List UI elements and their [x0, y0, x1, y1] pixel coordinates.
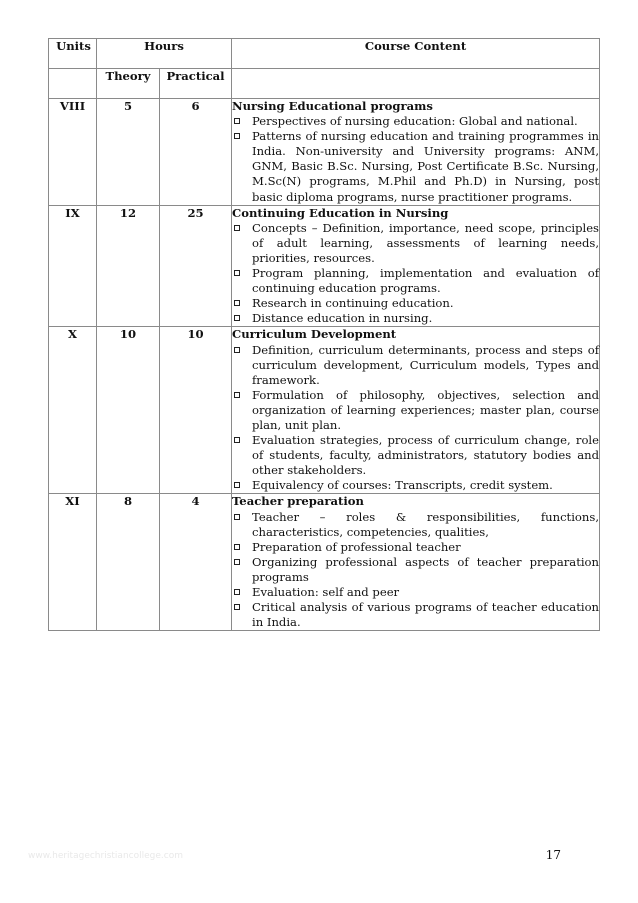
list-item-text: Definition, curriculum determinants, process and steps of curriculum development, Curriculum models, Types and framework.: [252, 342, 600, 387]
list-item: [232, 266, 599, 296]
list-item-text: Formulation of philosophy, objectives, selection and organization of learning experiences; master plan, course plan, unit plan.: [252, 387, 600, 432]
unit-cell: VIII: [49, 99, 97, 206]
checkbox-bullet-icon: [234, 270, 240, 276]
list-item: [232, 555, 599, 585]
checkbox-bullet-icon: [234, 482, 240, 488]
checkbox-bullet-icon: [234, 300, 240, 306]
theory-hours-cell: 8: [97, 494, 160, 631]
topic-title: Curriculum Development: [232, 327, 397, 342]
checkbox-bullet-icon: [234, 225, 240, 231]
subheader-blank-content: [232, 69, 600, 99]
subheader-row: [49, 69, 600, 99]
list-item-text: Program planning, implementation and evaluation of continuing education programs.: [252, 266, 600, 296]
topic-points-list: [232, 114, 599, 205]
checkbox-bullet-icon: [234, 559, 240, 565]
topic-title: Continuing Education in Nursing: [232, 205, 449, 220]
list-item-text: Research in continuing education.: [252, 296, 454, 311]
list-item-text: Preparation of professional teacher: [252, 539, 461, 554]
list-item: [232, 600, 599, 630]
header-row: [49, 39, 600, 69]
header-course-content: Course Content: [232, 39, 600, 69]
topic-points-list: [232, 343, 599, 494]
subheader-blank: [49, 69, 97, 99]
checkbox-bullet-icon: [234, 133, 240, 139]
list-item: [232, 221, 599, 266]
checkbox-bullet-icon: [234, 514, 240, 520]
watermark-text: www.heritagechristiancollege.com: [28, 851, 183, 861]
course-content-cell: [232, 205, 600, 327]
course-content-cell: [232, 99, 600, 206]
topic-points-list: [232, 510, 599, 631]
list-item-text: Critical analysis of various programs of teacher education in India.: [252, 600, 600, 630]
practical-hours-cell: 6: [160, 99, 232, 206]
header-hours: Hours: [97, 39, 232, 69]
list-item-text: Teacher – roles & responsibilities, functions, characteristics, competencies, qualities,: [252, 509, 600, 539]
list-item: [232, 296, 599, 311]
list-item-text: Perspectives of nursing education: Global and national.: [252, 114, 578, 129]
list-item-text: Evaluation: self and peer: [252, 585, 400, 599]
theory-hours-cell: 12: [97, 205, 160, 327]
page-number: 17: [545, 848, 561, 862]
practical-hours-cell: 25: [160, 205, 232, 327]
syllabus-table: [48, 38, 600, 631]
topic-title: Teacher preparation: [232, 494, 364, 509]
practical-hours-cell: 4: [160, 494, 232, 631]
unit-cell: X: [49, 327, 97, 494]
list-item: [232, 311, 599, 326]
list-item-text: Distance education in nursing.: [252, 311, 433, 326]
checkbox-bullet-icon: [234, 589, 240, 595]
theory-hours-cell: 10: [97, 327, 160, 494]
table-row: [49, 205, 600, 327]
list-item: [232, 433, 599, 478]
checkbox-bullet-icon: [234, 604, 240, 610]
list-item: [232, 129, 599, 204]
checkbox-bullet-icon: [234, 118, 240, 124]
list-item: [232, 343, 599, 388]
list-item-text: Patterns of nursing education and training programmes in India. Non-university and University programs: ANM, GNM, Basic B.Sc. Nursing, Post Certificate B.Sc. Nursing, M.Sc(N) programs, M.Phil and Ph.D) in Nursing, post basic diploma programs, nurse practitioner programs.: [252, 129, 600, 204]
header-theory: Theory: [97, 69, 160, 99]
list-item-text: Organizing professional aspects of teacher preparation programs: [252, 554, 600, 584]
topic-title: Nursing Educational programs: [232, 99, 433, 113]
list-item: [232, 585, 599, 600]
course-content-cell: [232, 327, 600, 494]
list-item-text: Equivalency of courses: Transcripts, credit system.: [252, 478, 553, 493]
unit-cell: XI: [49, 494, 97, 631]
list-item: [232, 540, 599, 555]
header-units: Units: [49, 39, 97, 69]
list-item-text: Evaluation strategies, process of curriculum change, role of students, faculty, administrators, statutory bodies and other stakeholders.: [252, 433, 600, 478]
list-item: [232, 114, 599, 129]
unit-cell: IX: [49, 205, 97, 327]
table-row: [49, 494, 600, 631]
topic-points-list: [232, 221, 599, 327]
checkbox-bullet-icon: [234, 392, 240, 398]
list-item: [232, 510, 599, 540]
table-row: [49, 327, 600, 494]
practical-hours-cell: 10: [160, 327, 232, 494]
checkbox-bullet-icon: [234, 347, 240, 353]
checkbox-bullet-icon: [234, 315, 240, 321]
theory-hours-cell: 5: [97, 99, 160, 206]
list-item: [232, 388, 599, 433]
list-item-text: Concepts – Definition, importance, need scope, principles of adult learning, assessments of learning needs, priorities, resources.: [252, 220, 600, 265]
header-practical: Practical: [160, 69, 232, 99]
course-content-cell: [232, 494, 600, 631]
list-item: [232, 478, 599, 493]
table-row: [49, 99, 600, 206]
checkbox-bullet-icon: [234, 437, 240, 443]
checkbox-bullet-icon: [234, 544, 240, 550]
